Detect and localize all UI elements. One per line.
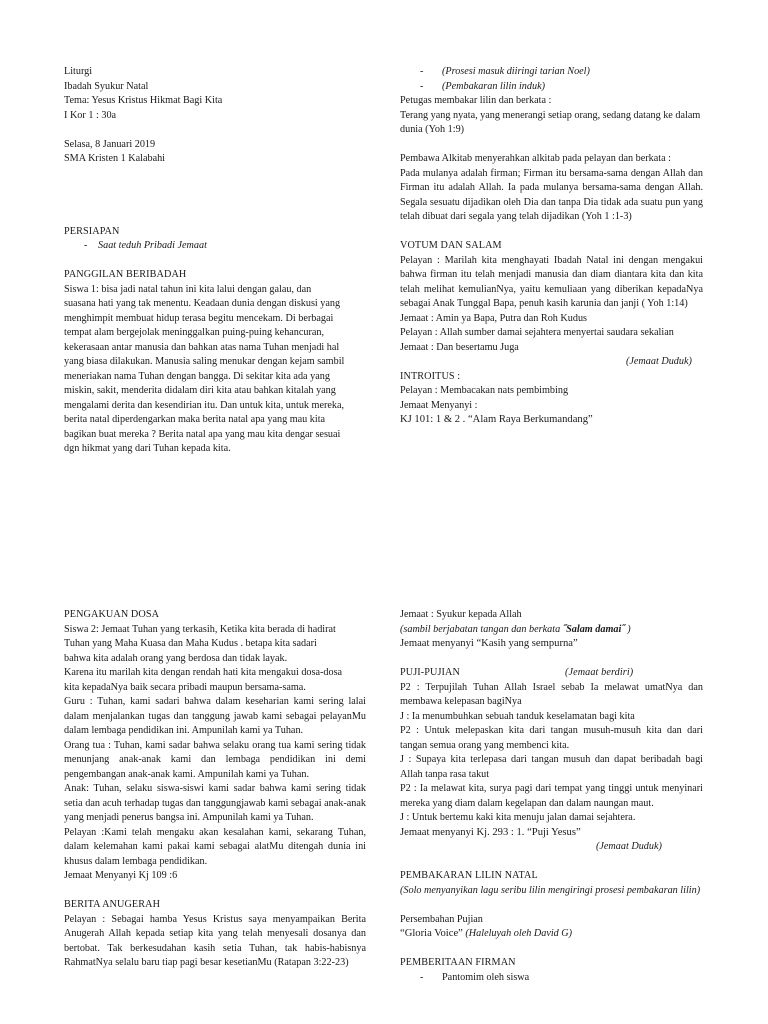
prosesi-item <box>400 80 703 95</box>
alkitab-text: Pada mulanya adalah firman; Firman itu bersama-sama dengan Allah dan Firman itu adalah Allah. Ia pada mulanya bersama-sama dengan Allah. Segala sesuatu dijadikan oleh Dia dan tanpa Dia tidak ada suatu pun yang telah dibuat dari segala yang telah dijadikan (Yoh 1 :1-3) <box>400 167 703 222</box>
jemaat-menyanyi: Jemaat Menyanyi Kj 109 :6 <box>64 870 178 881</box>
prosesi-text: (Prosesi masuk diiringi tarian Noel) <box>442 66 590 77</box>
jemaat-syukur: Jemaat : Syukur kepada Allah <box>400 609 522 620</box>
introitus-pelayan: Pelayan : Membacakan nats pembimbing <box>400 385 569 396</box>
p2-line-3: P2 : Ia melawat kita, surya pagi dari tempat yang tinggi untuk menyinari mereka yang diam dalam kegelapan dan dalam naungan maut. <box>400 783 703 809</box>
lilin-text: (Solo menyanyikan lagu seribu lilin mengiringi prosesi pembakaran lilin) <box>400 884 701 896</box>
panggilan-line: tempat alam bergejolak meninggalkan puing-puing kehancuran, <box>64 327 325 338</box>
firman-item-text: Pantomim oleh siswa <box>442 971 530 983</box>
panggilan-line: menghimpit membuat hidup terasa begitu mencekam. Di berbagai <box>64 312 334 324</box>
jemaat-berdiri-note: (Jemaat berdiri) <box>564 667 634 678</box>
puji-title: PUJI-PUJIAN <box>400 667 460 678</box>
gloria-title: “Gloria Voice” <box>400 928 463 939</box>
panggilan-line: bagikan buat mereka ? Berita natal apa yang mau kita dengar sesuai <box>64 428 341 440</box>
jemaat-duduk-note: (Jemaat Duduk) <box>626 356 692 367</box>
votum-jemaat-1: Jemaat : Amin ya Bapa, Putra dan Roh Kudus <box>400 312 588 324</box>
service-date: Selasa, 8 Januari 2019 <box>64 138 156 150</box>
puji-song: Jemaat menyanyi Kj. 293 : 1. “Puji Yesus” <box>400 826 581 838</box>
panggilan-line: suasana hati yang tak menentu. Keadaan dunia dengan diskusi yang <box>64 298 341 309</box>
panggilan-heading: PANGGILAN BERIBADAH <box>64 269 187 280</box>
panggilan-line: yang biasa dilakukan. Manusia saling menukar dengan kejam sambil <box>64 356 345 367</box>
alkitab-intro: Pembawa Alkitab menyerahkan alkitab pada pelayan dan berkata : <box>400 153 671 164</box>
orang-tua-text: Orang tua : Tuhan, kami sadar bahwa selaku orang tua kami sering tidak menunjang anak-anak kami dan lembaga pendidikan ini demi pengembangan anak-anak kami. Ampunilah kami ya Tuhan. <box>64 739 366 780</box>
liturgy-header-column <box>64 65 366 457</box>
pelayan-text: Pelayan :Kami telah mengaku akan kesalahan kami, sekarang Tuhan, dalam kelemahan kami pakai kami sebagai alatMu ditengah dunia ini khusus dalam lembaga pendidikan. <box>64 826 366 867</box>
dash-bullet: - <box>420 80 424 92</box>
confession-column <box>64 608 366 971</box>
pengakuan-heading: PENGAKUAN DOSA <box>64 609 160 620</box>
puji-heading <box>400 666 703 681</box>
opening-column <box>400 65 703 428</box>
siswa2-line: kita kepadaNya baik secara pribadi maupun bersama-sama. <box>64 681 306 693</box>
panggilan-line: meneriakan nama Tuhan dengan bangga. Di sekitar kita ada yang <box>64 370 330 382</box>
dash-bullet: - <box>420 66 424 77</box>
introitus-jemaat: Jemaat Menyanyi : <box>400 399 478 411</box>
berita-heading: BERITA ANUGERAH <box>64 899 161 910</box>
salam-post: ) <box>624 623 631 635</box>
votum-jemaat-2: Jemaat : Dan besertamu Juga <box>400 341 519 353</box>
panggilan-line: miskin, sakit, menderita didalam diri kita atau bahkan kitalah yang <box>64 385 336 396</box>
p2-line-2: P2 : Untuk melepaskan kita dari tangan musuh-musuh kita dan dari tangan semua orang yang membenci kita. <box>400 725 703 751</box>
theme-verse: I Kor 1 : 30a <box>64 109 117 121</box>
lilin-heading: PEMBAKARAN LILIN NATAL <box>400 870 538 881</box>
prosesi-item <box>400 65 703 80</box>
petugas-line: Petugas membakar lilin dan berkata : <box>400 95 552 106</box>
votum-pelayan-2: Pelayan : Allah sumber damai sejahtera menyertai saudara sekalian <box>400 327 674 338</box>
dash-bullet: - <box>420 971 424 983</box>
kasih-song: Jemaat menyanyi “Kasih yang sempurna” <box>400 638 578 649</box>
siswa2-line: bahwa kita adalah orang yang berdosa dan tidak layak. <box>64 652 288 664</box>
introitus-heading: INTROITUS : <box>400 370 461 382</box>
j-line-1: J : Ia menumbuhkan sebuah tanduk keselamatan bagi kita <box>400 710 635 722</box>
haleluyah-note: (Haleluyah oleh David G) <box>462 928 573 939</box>
prosesi-text: (Pembakaran lilin induk) <box>442 80 545 92</box>
salam-damai: ˝Salam damai˝ <box>562 623 625 635</box>
siswa2-line: Karena itu marilah kita dengan rendah hati kita mengakui dosa-dosa <box>64 667 343 678</box>
j-line-3: J : Untuk bertemu kaki kita menuju jalan damai sejahtera. <box>400 812 636 823</box>
panggilan-line: kekerasaan antar manusia dan bahkan atas nama Tuhan menjadi hal <box>64 341 340 353</box>
salam-pre: (sambil berjabatan tangan dan berkata <box>400 623 563 635</box>
liturgy-label: Liturgi <box>64 66 93 77</box>
service-name: Ibadah Syukur Natal <box>64 80 149 92</box>
service-theme: Tema: Yesus Kristus Hikmat Bagi Kita <box>64 95 223 106</box>
school-name: SMA Kristen 1 Kalabahi <box>64 153 166 164</box>
panggilan-line: mengalami derita dan kesendirian itu. Dan untuk kita, untuk mereka, <box>64 399 345 411</box>
guru-text: Guru : Tuhan, kami sadari bahwa dalam keseharian kami sering lalai dalam menjalankan tugas dan tanggung jawab kami sebagai pelayanMu dalam lembaga pendidikan ini. Ampunilah kami ya Tuhan. <box>64 696 366 736</box>
petugas-text: Terang yang nyata, yang menerangi setiap orang, sedang datang ke dalam dunia (Yoh 1:9) <box>400 109 701 135</box>
panggilan-line: dgn hikmat yang dari Tuhan kepada kita. <box>64 443 231 454</box>
siswa2-line: Siswa 2: Jemaat Tuhan yang terkasih, Ketika kita berada di hadirat <box>64 623 336 635</box>
firman-item <box>400 971 703 986</box>
anak-text: Anak: Tuhan, selaku siswa-siswi kami sadar bahwa kami sering tidak setia dan acuh terhadap tugas dan tanggungjawab kami sebagai anak-anak yang menjadi penerus bangsa ini. Ampunilah kami ya Tuhan. <box>64 783 366 823</box>
dash-bullet: - <box>84 240 88 251</box>
persiapan-item <box>64 239 366 254</box>
persembahan-label: Persembahan Pujian <box>400 913 483 925</box>
votum-text: Pelayan : Marilah kita menghayati Ibadah Natal ini dengan mengakui bahwa firman itu telah menjadi manusia dan diam diantara kita dan kita telah melihat kemulianNya, yaitu kemuliaan yang diberikan kepadaNya sebagai Anak Tunggal Bapa, penuh kasih karunia dan janji ( Yoh 1:14) <box>400 254 703 309</box>
introitus-song: KJ 101: 1 & 2 . “Alam Raya Berkumandang” <box>400 414 593 425</box>
votum-heading: VOTUM DAN SALAM <box>400 240 502 251</box>
jemaat-duduk-note: (Jemaat Duduk) <box>596 841 662 852</box>
persiapan-heading: PERSIAPAN <box>64 225 120 237</box>
gloria-line <box>400 927 703 942</box>
panggilan-line: berita natal diperdengarkan maka berita natal apa yang mau kita <box>64 414 326 425</box>
j-line-2: J : Supaya kita terlepasa dari tangan musuh dan dapat beribadah bagi Allah tanpa rasa takut <box>400 754 703 780</box>
salam-instruction <box>400 623 703 638</box>
siswa2-line: Tuhan yang Maha Kuasa dan Maha Kudus . betapa kita sadari <box>64 638 317 649</box>
praise-column <box>400 608 703 985</box>
berita-text: Pelayan : Sebagai hamba Yesus Kristus saya menyampaikan Berita Anugerah Allah kepada setiap kita yang telah menyesali dosanya dan bertobat. Tak berkesudahan kasih setia Tuhan, tak habis-habisnya RahmatNya selalu baru tiap pagi besar kesetianMu (Ratapan 3:22-23) <box>64 913 366 968</box>
panggilan-line: Siswa 1: bisa jadi natal tahun ini kita lalui dengan galau, dan <box>64 283 312 295</box>
persiapan-item-text: Saat teduh Pribadi Jemaat <box>98 240 207 251</box>
p2-line-1: P2 : Terpujilah Tuhan Allah Israel sebab Ia melawat umatNya dan membawa kelepasan bagiNya <box>400 681 703 707</box>
firman-heading: PEMBERITAAN FIRMAN <box>400 957 516 968</box>
